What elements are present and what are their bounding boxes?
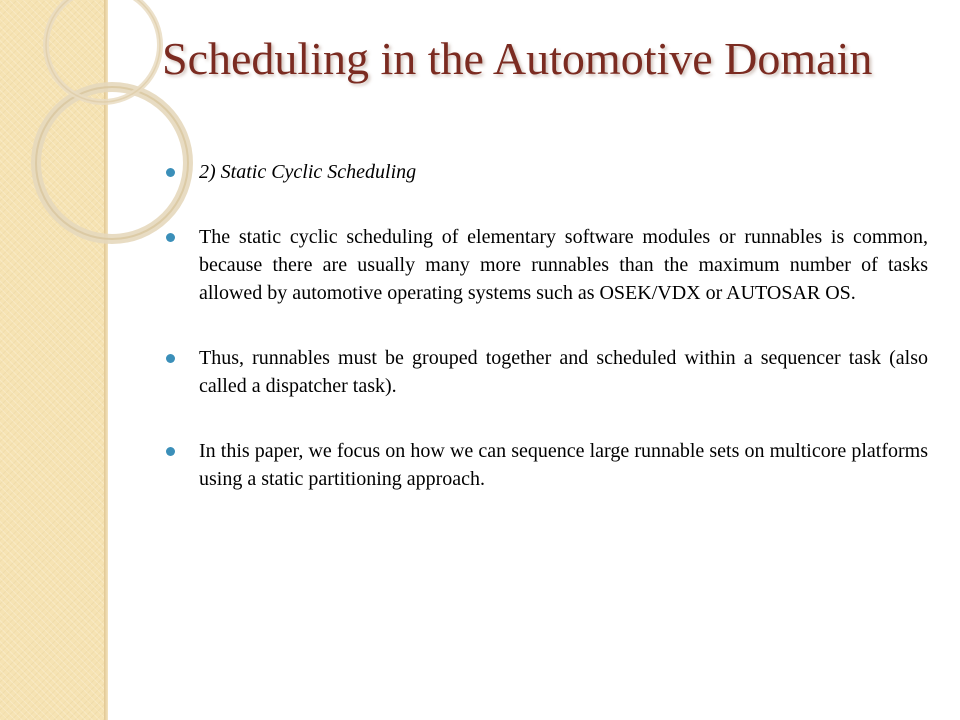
bullet-icon xyxy=(166,447,175,456)
slide-title: Scheduling in the Automotive Domain xyxy=(162,33,873,84)
bullet-list xyxy=(162,158,928,493)
bullet-icon xyxy=(166,354,175,363)
bullet-text: 2) Static Cyclic Scheduling xyxy=(199,161,417,183)
bullet-text: In this paper, we focus on how we can sequence large runnable sets on multicore platforms using a static partitioning approach. xyxy=(199,440,928,490)
bullet-item xyxy=(162,223,928,307)
bullet-item xyxy=(162,158,928,186)
sidebar-edge xyxy=(104,0,108,720)
bullet-item xyxy=(162,437,928,493)
sidebar-texture xyxy=(0,0,104,720)
bullet-icon xyxy=(166,233,175,242)
bullet-item xyxy=(162,344,928,400)
bullet-icon xyxy=(166,168,175,177)
bullet-text: The static cyclic scheduling of elementary software modules or runnables is common, because there are usually many more runnables than the maximum number of tasks allowed by automotive operating systems such as OSEK/VDX or AUTOSAR OS. xyxy=(199,226,928,304)
bullet-text: Thus, runnables must be grouped together and scheduled within a sequencer task (also called a dispatcher task). xyxy=(199,347,928,397)
